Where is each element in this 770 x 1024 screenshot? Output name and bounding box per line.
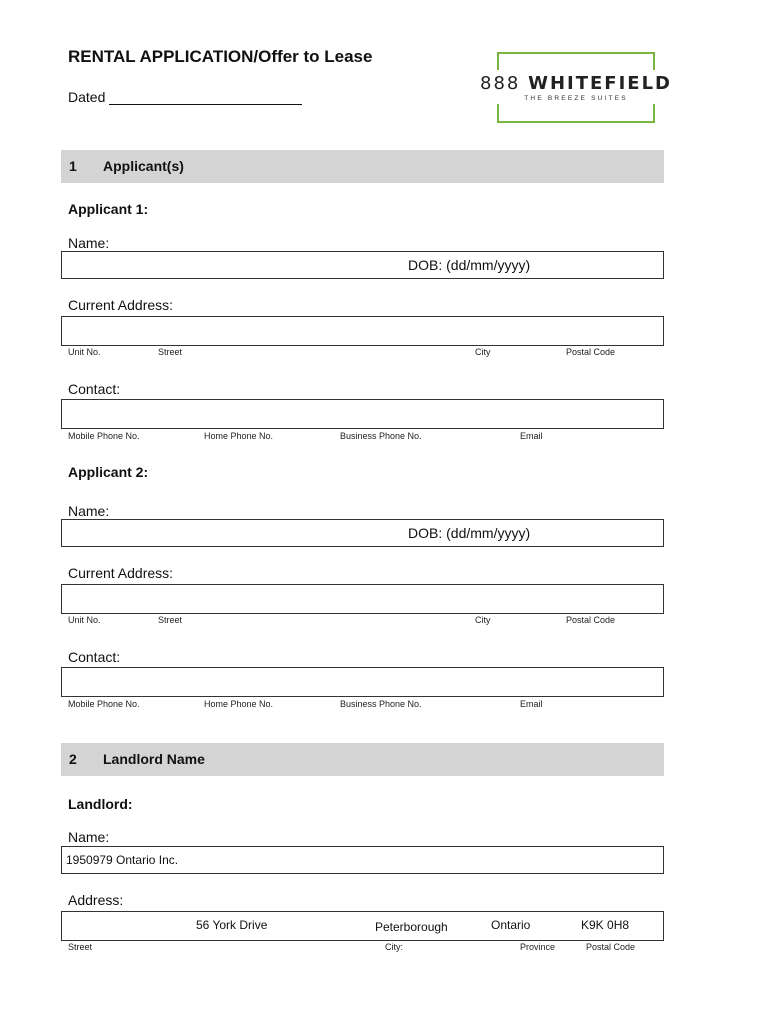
section-number: 1 — [69, 158, 77, 174]
caption-home: Home Phone No. — [204, 431, 274, 441]
landlord-address-field[interactable] — [61, 911, 664, 941]
landlord-name-field[interactable] — [61, 846, 664, 874]
landlord-street-value: 56 York Drive — [196, 918, 268, 932]
applicant-2-name-field[interactable] — [61, 519, 664, 547]
caption-street: Street — [158, 347, 183, 357]
caption-postal: Postal Code — [566, 615, 616, 625]
caption-province: Province — [520, 942, 556, 952]
landlord-name-value: 1950979 Ontario Inc. — [66, 853, 179, 867]
applicant-2-contact-label: Contact: — [68, 649, 121, 665]
applicant-2-address-label: Current Address: — [68, 565, 174, 581]
applicant-1-name-field[interactable] — [61, 251, 664, 279]
landlord-province-value: Ontario — [491, 918, 531, 932]
logo-number: 888 — [480, 73, 521, 94]
caption-postal: Postal Code — [566, 347, 616, 357]
landlord-postal-value: K9K 0H8 — [581, 918, 630, 932]
applicant-2-address-field[interactable] — [61, 584, 664, 614]
caption-mobile: Mobile Phone No. — [68, 431, 140, 441]
applicant-1-address-label: Current Address: — [68, 297, 174, 313]
section-number: 2 — [69, 751, 77, 767]
applicant-1-contact-label: Contact: — [68, 381, 121, 397]
caption-unit: Unit No. — [68, 615, 101, 625]
section-title: Applicant(s) — [103, 158, 184, 174]
caption-postal: Postal Code — [586, 942, 636, 952]
caption-business: Business Phone No. — [340, 699, 422, 709]
caption-mobile: Mobile Phone No. — [68, 699, 140, 709]
caption-street: Street — [158, 615, 183, 625]
applicant-2-heading: Applicant 2: — [68, 464, 149, 480]
dob-label: DOB: (dd/mm/yyyy) — [408, 257, 531, 273]
section-1-header — [61, 150, 664, 183]
logo-frame-top — [497, 52, 655, 70]
caption-email: Email — [520, 431, 543, 441]
applicant-1-name-label: Name: — [68, 235, 110, 251]
applicant-2-contact-field[interactable] — [61, 667, 664, 697]
landlord-name-label: Name: — [68, 829, 110, 845]
caption-email: Email — [520, 699, 543, 709]
caption-unit: Unit No. — [68, 347, 101, 357]
applicant-1-contact-field[interactable] — [61, 399, 664, 429]
section-title: Landlord Name — [103, 751, 205, 767]
landlord-address-label: Address: — [68, 892, 124, 908]
applicant-2-name-label: Name: — [68, 503, 110, 519]
dated-row — [68, 89, 302, 105]
dated-label: Dated — [68, 89, 106, 105]
caption-business: Business Phone No. — [340, 431, 422, 441]
applicant-1-heading: Applicant 1: — [68, 201, 149, 217]
caption-home: Home Phone No. — [204, 699, 274, 709]
caption-city: City — [475, 615, 491, 625]
caption-street: Street — [68, 942, 93, 952]
landlord-heading: Landlord: — [68, 796, 133, 812]
landlord-city-value: Peterborough — [375, 920, 448, 934]
caption-city: City — [475, 347, 491, 357]
applicant-1-address-field[interactable] — [61, 316, 664, 346]
section-2-header — [61, 743, 664, 776]
logo-subtitle: THE BREEZE SUITES — [524, 95, 628, 102]
logo — [470, 73, 682, 94]
caption-city: City: — [385, 942, 403, 952]
page-title: RENTAL APPLICATION/Offer to Lease — [68, 47, 373, 66]
logo-frame-bottom — [497, 104, 655, 123]
dob-label: DOB: (dd/mm/yyyy) — [408, 525, 531, 541]
logo-word: WHITEFIELD — [528, 73, 672, 94]
dated-field[interactable] — [109, 90, 302, 105]
